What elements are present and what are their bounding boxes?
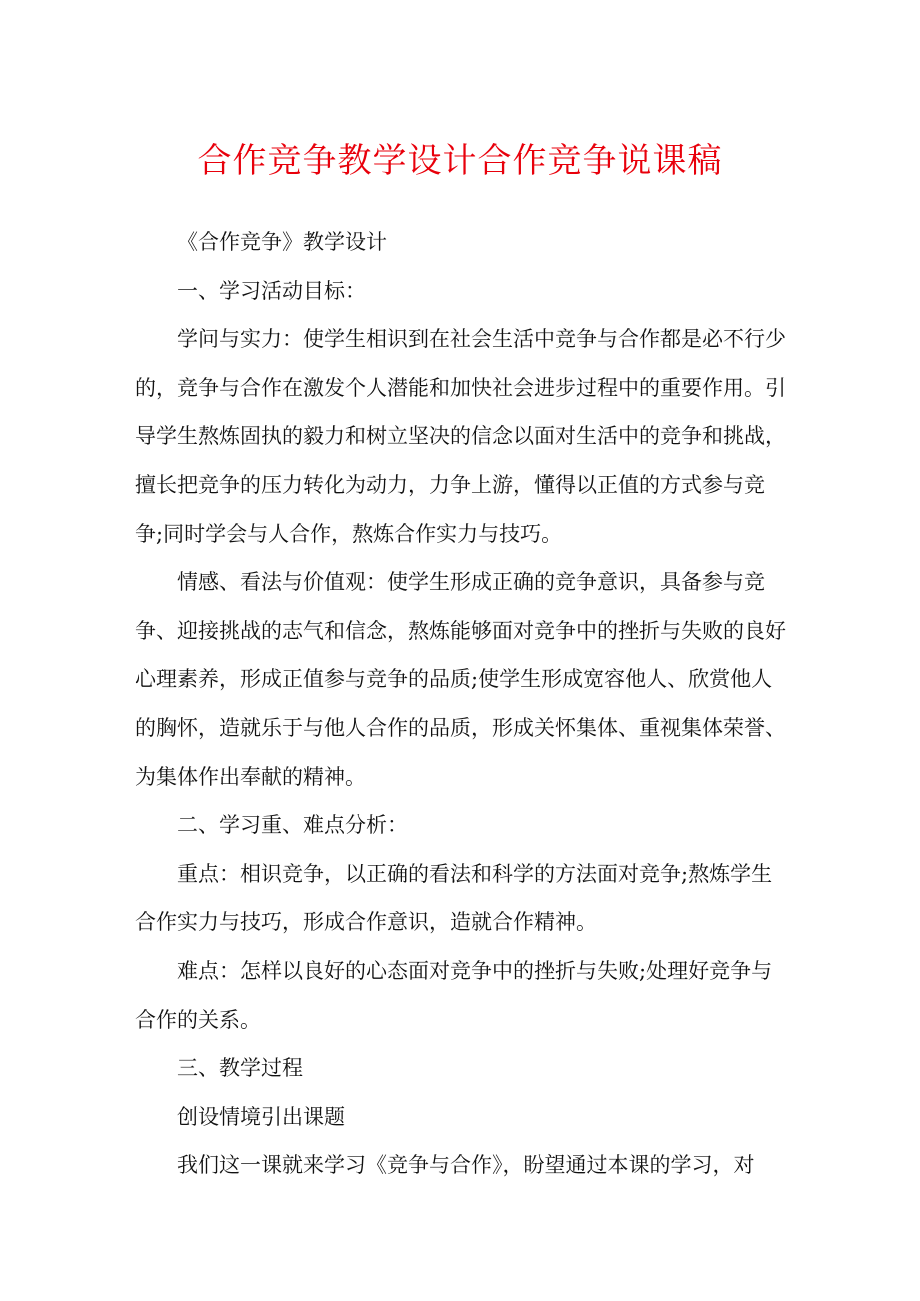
section-heading-process: 三、教学过程 [177, 1056, 303, 1081]
paragraph-emotion-values: 情感、看法与价值观：使学生形成正确的竞争意识，具备参与竞争、迎接挑战的志气和信念，熬炼能够面对竞争中的挫折与失败的良好心理素养，形成正值参与竞争的品质;使学生形成宽容他人、欣赏他人的胸怀，造就乐于与他人合作的品质，形成关怀集体、重视集体荣誉、为集体作出奉献的精神。 [135, 570, 786, 789]
subtitle-paragraph: 《合作竞争》教学设计 [177, 230, 387, 254]
section-heading-objectives: 一、学习活动目标： [177, 278, 366, 303]
document-title: 合作竞争教学设计合作竞争说课稿 [197, 141, 723, 181]
paragraph-intro: 我们这一课就来学习《竞争与合作》，盼望通过本课的学习，对 [177, 1153, 755, 1178]
document-body [135, 218, 789, 1190]
paragraph-key-point: 重点：相识竞争，以正确的看法和科学的方法面对竞争;熬炼学生合作实力与技巧，形成合作意识，造就合作精神。 [135, 861, 773, 935]
paragraph-difficulty: 难点：怎样以良好的心态面对竞争中的挫折与失败;处理好竞争与合作的关系。 [135, 958, 773, 1032]
paragraph-scenario: 创设情境引出课题 [177, 1104, 345, 1129]
section-heading-key-points: 二、学习重、难点分析： [177, 813, 408, 838]
paragraph-knowledge-ability: 学问与实力：使学生相识到在社会生活中竞争与合作都是必不行少的，竞争与合作在激发个人潜能和加快社会进步过程中的重要作用。引导学生熬炼固执的毅力和树立坚决的信念以面对生活中的竞争和挑战，擅长把竞争的压力转化为动力，力争上游，懂得以正值的方式参与竞争;同时学会与人合作，熬炼合作实力与技巧。 [135, 327, 786, 546]
